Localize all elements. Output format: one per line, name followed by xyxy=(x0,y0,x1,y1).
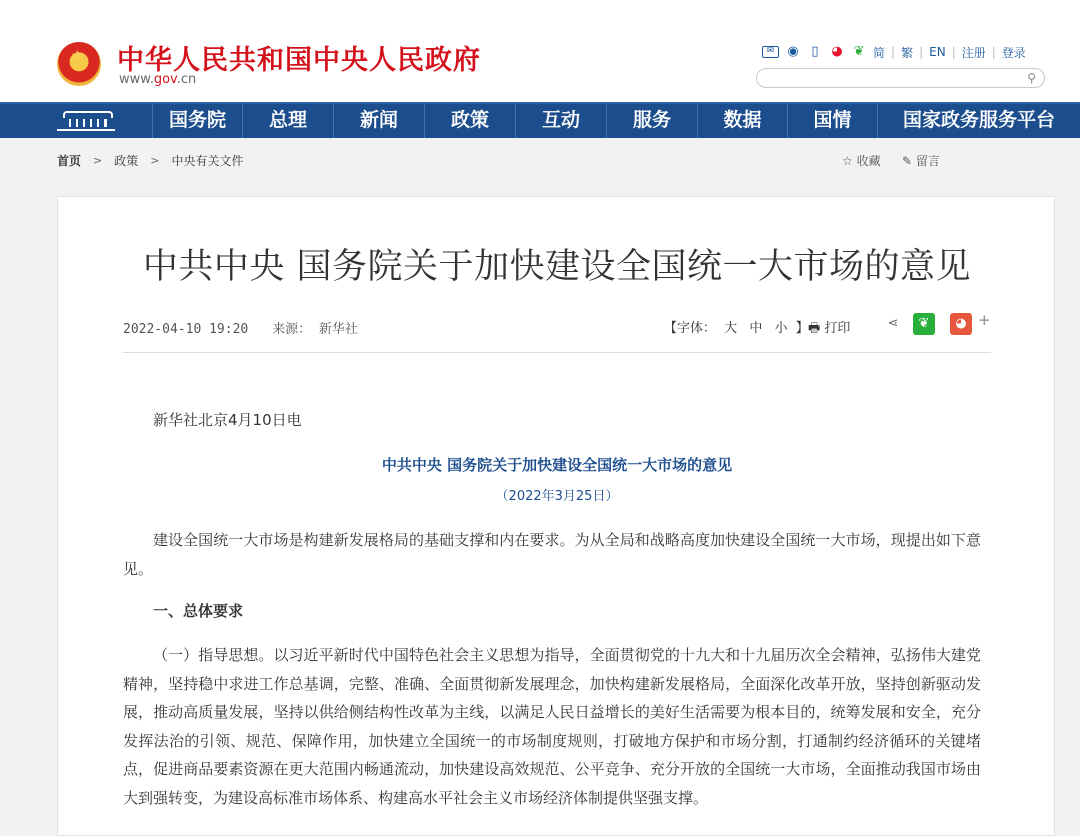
article-title: 中共中央 国务院关于加快建设全国统一大市场的意见 xyxy=(142,247,972,287)
section-heading: 一、总体要求 xyxy=(153,602,244,620)
search-input[interactable] xyxy=(767,71,1017,85)
site-header xyxy=(0,0,1080,102)
more-share-icon[interactable]: + xyxy=(978,311,991,329)
weibo-share-icon[interactable]: ◕ xyxy=(950,313,972,335)
font-medium-button[interactable]: 中 xyxy=(749,321,763,336)
national-emblem-icon[interactable] xyxy=(57,42,101,86)
article-container xyxy=(57,196,1055,836)
nav-item-premier[interactable]: 总理 xyxy=(242,104,333,138)
nav-item-services[interactable]: 服务 xyxy=(606,104,697,138)
printer-icon: 🖶 xyxy=(808,321,821,336)
site-name[interactable]: 中华人民共和国中央人民政府 xyxy=(117,45,481,76)
site-url-main: gov xyxy=(153,72,177,87)
paragraph: 建设全国统一大市场是构建新发展格局的基础支撑和内在要求。为从全局和战略高度加快建设全国统一大市场，现提出如下意见。 xyxy=(123,531,981,578)
comment-button[interactable]: ✎ 留言 xyxy=(902,154,940,168)
english-link[interactable]: EN xyxy=(929,45,946,59)
article-subdate: （2022年3月25日） xyxy=(495,489,619,504)
site-url[interactable] xyxy=(119,72,196,87)
nav-item-gov-service-platform[interactable]: 国家政务服务平台 xyxy=(877,104,1080,138)
breadcrumb-arrow-icon: > xyxy=(93,154,103,167)
separator: | xyxy=(891,45,896,59)
article-date: 2022-04-10 19:20 xyxy=(123,322,249,337)
chat-icon[interactable]: ◉ xyxy=(787,44,799,59)
weibo-icon[interactable]: ◕ xyxy=(831,44,843,59)
search-icon[interactable]: ⚲ xyxy=(1027,71,1036,85)
mobile-icon[interactable]: ▯ xyxy=(811,44,819,59)
nav-item-state-council[interactable]: 国务院 xyxy=(152,104,242,138)
nav-item-interaction[interactable]: 互动 xyxy=(515,104,606,138)
site-url-prefix: www. xyxy=(119,72,154,87)
article-dateline: 新华社北京4月10日电 xyxy=(153,411,302,429)
mail-icon[interactable]: ✉ xyxy=(762,46,779,58)
separator: | xyxy=(951,45,956,59)
print-label: 打印 xyxy=(824,321,851,336)
register-link[interactable]: 注册 xyxy=(961,45,986,60)
login-link[interactable]: 登录 xyxy=(1001,45,1026,60)
article-source: 新华社 xyxy=(318,322,358,337)
font-size-label: 【字体： xyxy=(664,321,717,336)
wechat-icon[interactable]: ❦ xyxy=(853,44,865,59)
article-subtitle: 中共中央 国务院关于加快建设全国统一大市场的意见 xyxy=(381,456,733,474)
nav-home[interactable] xyxy=(0,104,152,138)
simplified-chinese-link[interactable]: 简 xyxy=(873,45,886,60)
article-meta xyxy=(123,318,358,337)
breadcrumb-policy[interactable]: 政策 xyxy=(114,154,139,168)
nav-item-news[interactable]: 新闻 xyxy=(333,104,424,138)
breadcrumb-central-docs[interactable]: 中央有关文件 xyxy=(171,154,244,168)
breadcrumb-arrow-icon: > xyxy=(150,154,160,167)
tiananmen-gate-icon xyxy=(57,111,115,131)
search-box xyxy=(756,68,1045,88)
site-url-suffix: .cn xyxy=(176,72,197,87)
font-size-control xyxy=(664,317,809,336)
wechat-share-icon[interactable]: ❦ xyxy=(913,313,935,335)
font-size-label-close: 】 xyxy=(795,321,809,336)
separator: | xyxy=(991,45,996,59)
header-tools xyxy=(762,42,1026,62)
breadcrumb-home[interactable]: 首页 xyxy=(57,154,82,168)
nav-item-data[interactable]: 数据 xyxy=(697,104,787,138)
traditional-chinese-link[interactable]: 繁 xyxy=(901,45,914,60)
nav-item-national-info[interactable]: 国情 xyxy=(787,104,877,138)
print-button[interactable] xyxy=(808,317,850,341)
font-large-button[interactable]: 大 xyxy=(724,321,738,336)
font-small-button[interactable]: 小 xyxy=(774,321,788,336)
source-label: 来源： xyxy=(272,322,312,337)
share-icon[interactable]: ⋖ xyxy=(887,316,899,331)
breadcrumb xyxy=(57,152,243,169)
paragraph: （一）指导思想。以习近平新时代中国特色社会主义思想为指导，全面贯彻党的十九大和十九届历次全会精神，弘扬伟大建党精神，坚持稳中求进工作总基调，完整、准确、全面贯彻新发展理念，加快构建新发展格局，全面深化改革开放，坚持创新驱动发展，推动高质量发展，坚持以供给侧结构性改革为主线，以满足人民日益增长的美好生活需要为根本目的，统筹发展和安全，充分发挥法治的引领、规范、保障作用，加快建立全国统一的市场制度规则，打破地方保护和市场分割，打通制约经济循环的关键堵点，促进商品要素资源在更大范围内畅通流动，加快建设高效规范、公平竞争、充分开放的全国统一大市场，全面推动我国市场由大到强转变，为建设高标准市场体系、构建高水平社会主义市场经济体制提供坚强支撑。 xyxy=(123,646,981,807)
nav-item-policy[interactable]: 政策 xyxy=(424,104,515,138)
separator: | xyxy=(919,45,924,59)
main-nav xyxy=(0,102,1080,138)
meta-divider xyxy=(123,352,991,353)
favorite-button[interactable]: ☆ 收藏 xyxy=(842,154,881,168)
